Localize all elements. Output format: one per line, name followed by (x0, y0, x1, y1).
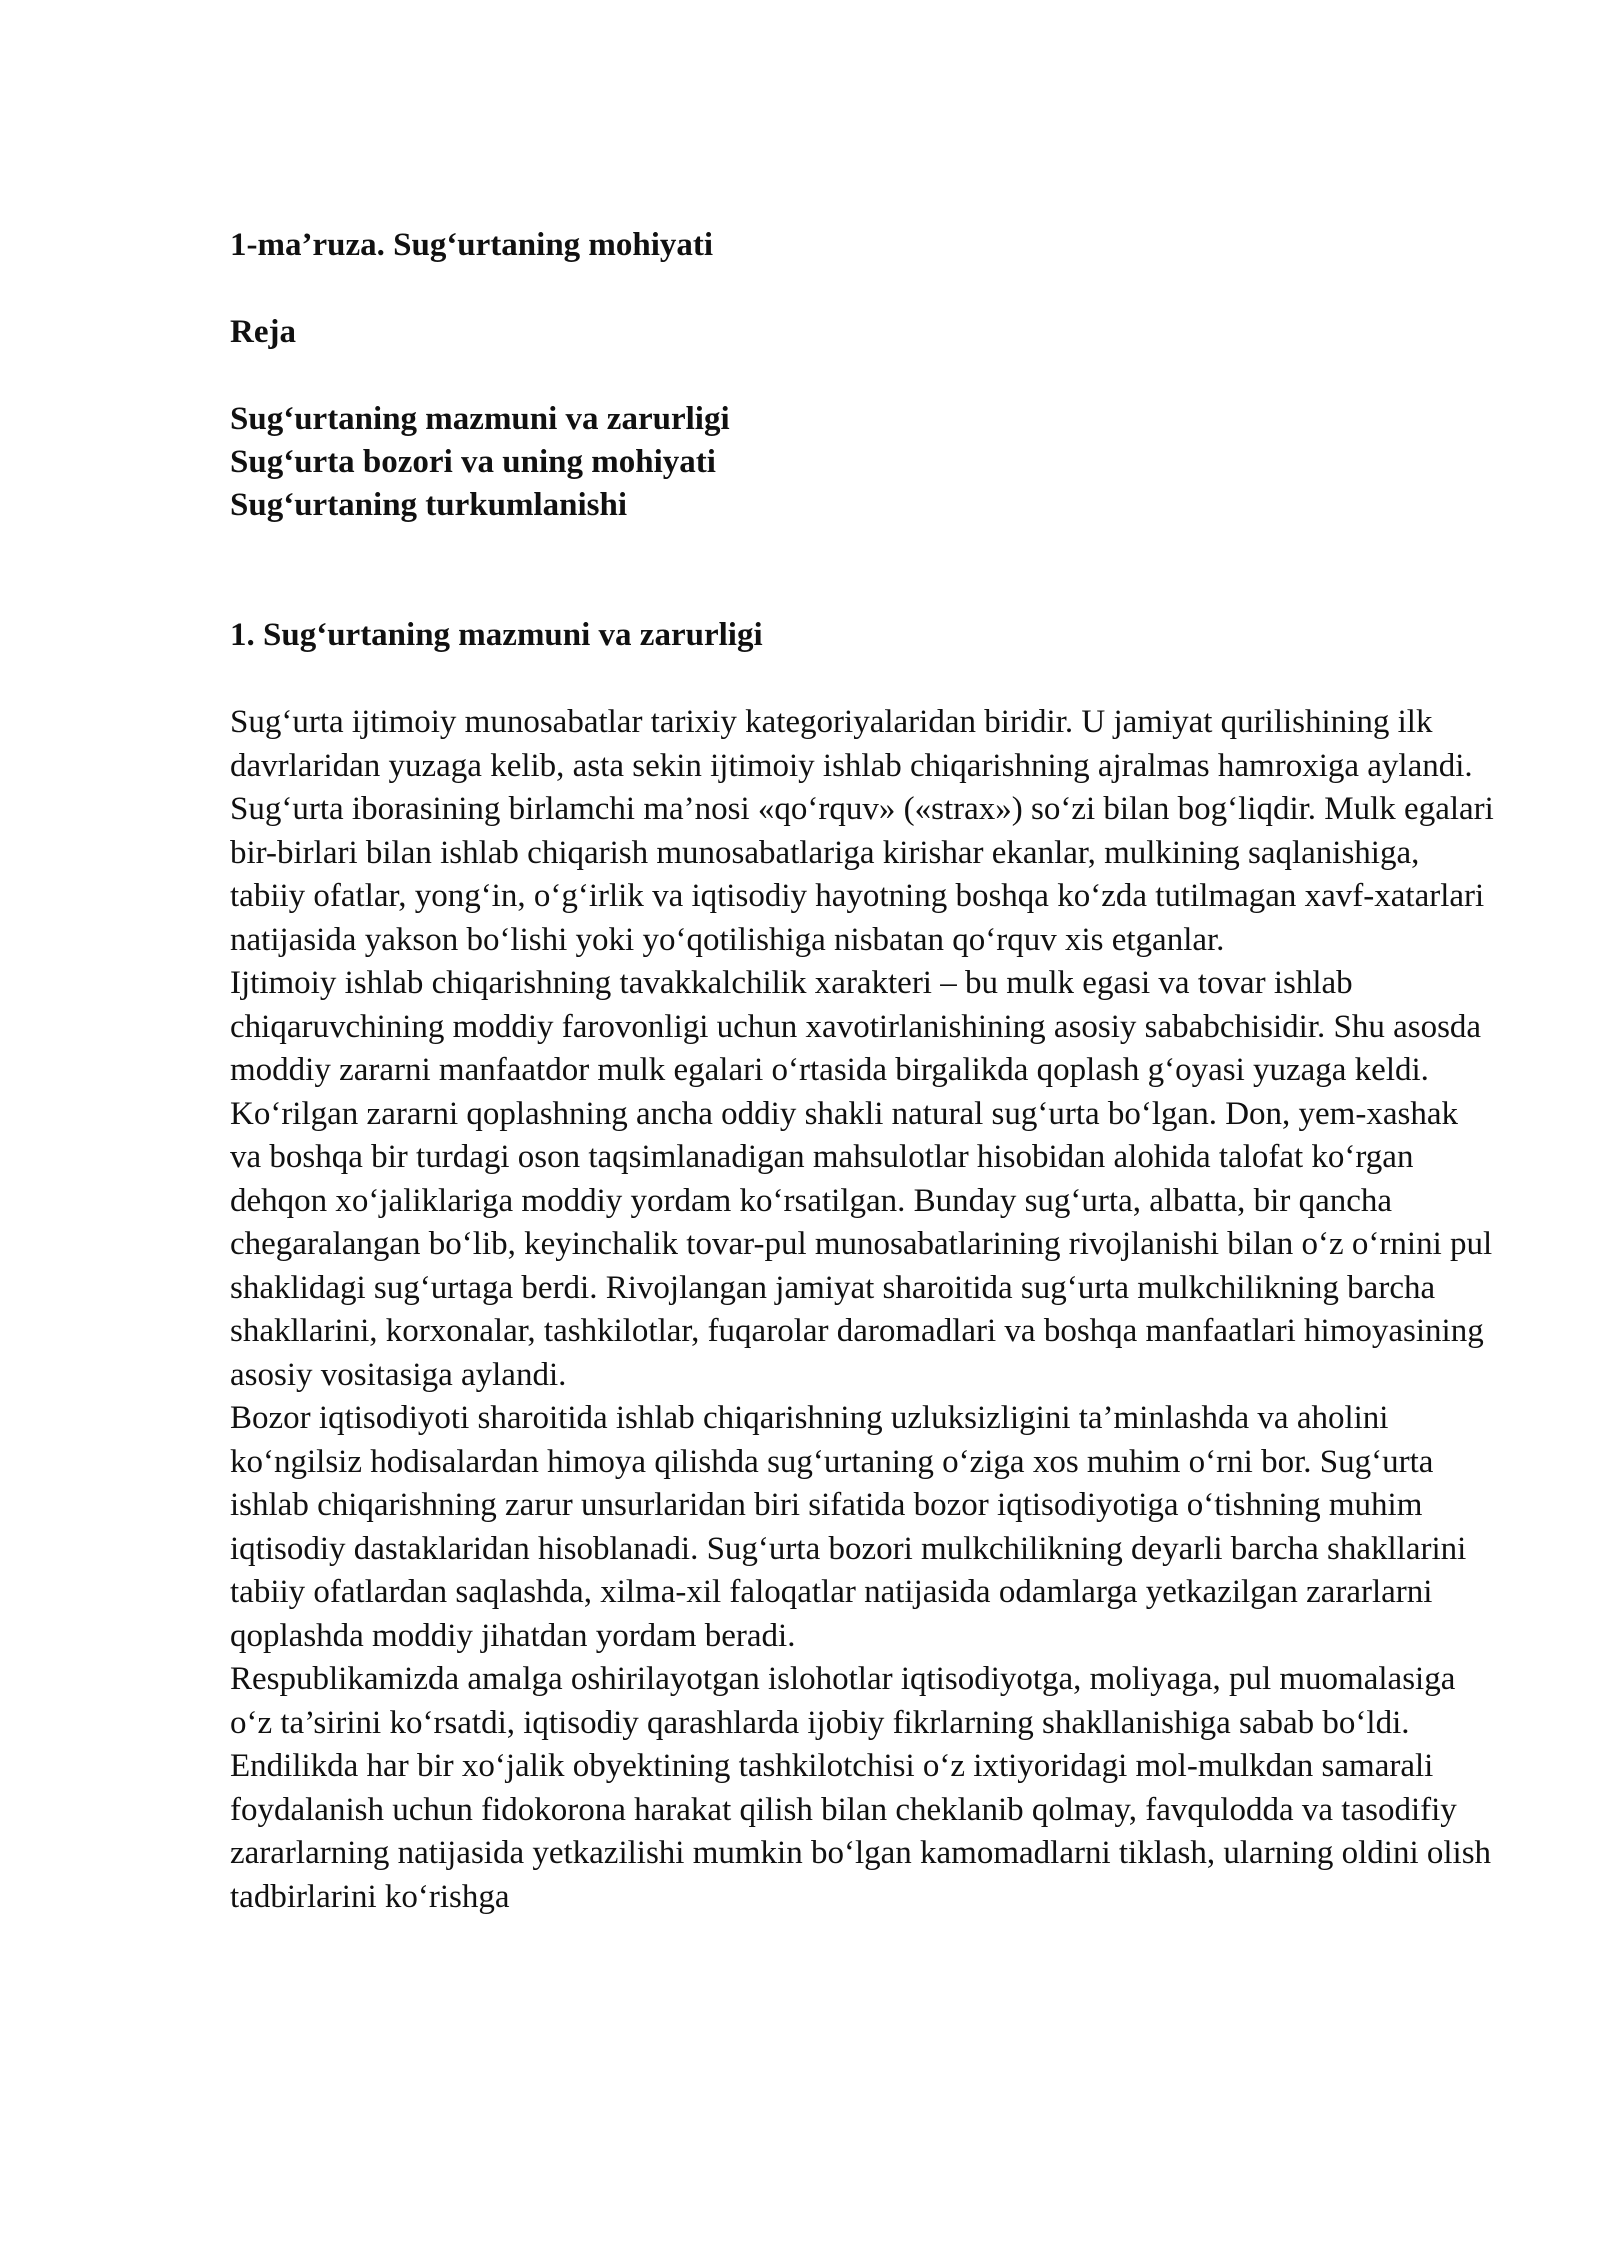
paragraph: Respublikamizda amalga oshirilayotgan islohotlar iqtisodiyotga, moliyaga, pul muomalasiga o‘z ta’sirini ko‘rsatdi, iqtisodiy qarashlarda ijobiy fikrlarning shakllanishiga sabab bo‘ldi. Endilikda har bir xo‘jalik obyektining tashkilotchisi o‘z ixtiyoridagi mol-mulkdan samarali foydalanish uchun fidokorona harakat qilish bilan cheklanib qolmay, favqulodda va tasodifiy zararlarning natijasida yetkazilishi mumkin bo‘lgan kamomadlarni tiklash, ularning oldini olish tadbirlarini ko‘rishga (230, 1661, 1492, 1915)
plan-item: Sug‘urta bozori va uning mohiyati (230, 444, 716, 480)
lecture-title: 1-ma’ruza. Sug‘urtaning mohiyati (230, 227, 714, 263)
plan-list (230, 398, 1500, 527)
section-heading: 1. Sug‘urtaning mazmuni va zarurligi (230, 617, 763, 653)
plan-item: Sug‘urtaning mazmuni va zarurligi (230, 401, 730, 437)
paragraph: Sug‘urta ijtimoiy munosabatlar tarixiy kategoriyalaridan biridir. U jamiyat qurilishining ilk davrlaridan yuzaga kelib, asta sekin ijtimoiy ishlab chiqarishning ajralmas hamroxiga aylandi. Sug‘urta iborasining birlamchi ma’nosi «qo‘rquv» («strax») so‘zi bilan bog‘liqdir. Mulk egalari bir-birlari bilan ishlab chiqarish munosabatlariga kirishar ekanlar, mulkining saqlanishiga, tabiiy ofatlar, yong‘in, o‘g‘irlik va iqtisodiy hayotning boshqa ko‘zda tutilmagan xavf-xatarlari natijasida yakson bo‘lishi yoki yo‘qotilishiga nisbatan qo‘rquv xis etganlar. (230, 704, 1494, 958)
plan-item: Sug‘urtaning turkumlanishi (230, 487, 628, 523)
body-text (230, 701, 1500, 1919)
plan-heading: Reja (230, 314, 296, 350)
paragraph: Ijtimoiy ishlab chiqarishning tavakkalchilik xarakteri – bu mulk egasi va tovar ishlab chiqaruvchining moddiy farovonligi uchun xavotirlanishining asosiy sababchisidir. Shu asosda moddiy zararni manfaatdor mulk egalari o‘rtasida birgalikda qoplash g‘oyasi yuzaga keldi. (230, 965, 1482, 1088)
paragraph: Bozor iqtisodiyoti sharoitida ishlab chiqarishning uzluksizligini ta’minlashda va aholini ko‘ngilsiz hodisalardan himoya qilishda sug‘urtaning o‘ziga xos muhim o‘rni bor. Sug‘urta ishlab chiqarishning zarur unsurlaridan biri sifatida bozor iqtisodiyotiga o‘tishning muhim iqtisodiy dastaklaridan hisoblanadi. Sug‘urta bozori mulkchilikning deyarli barcha shakllarini tabiiy ofatlardan saqlashda, xilma-xil faloqatlar natijasida odamlarga yetkazilgan zararlarni qoplashda moddiy jihatdan yordam beradi. (230, 1400, 1467, 1654)
paragraph: Ko‘rilgan zararni qoplashning ancha oddiy shakli natural sug‘urta bo‘lgan. Don, yem-xashak va boshqa bir turdagi oson taqsimlanadigan mahsulotlar hisobidan alohida talofat ko‘rgan dehqon xo‘jaliklariga moddiy yordam ko‘rsatilgan. Bunday sug‘urta, albatta, bir qancha chegaralangan bo‘lib, keyinchalik tovar-pul munosabatlarining rivojlanishi bilan o‘z o‘rnini pul shaklidagi sug‘urtaga berdi. Rivojlangan jamiyat sharoitida sug‘urta mulkchilikning barcha shakllarini, korxonalar, tashkilotlar, fuqarolar daromadlari va boshqa manfaatlari himoyasining asosiy vositasiga aylandi. (230, 1095, 1493, 1393)
document-page (230, 224, 1500, 1919)
